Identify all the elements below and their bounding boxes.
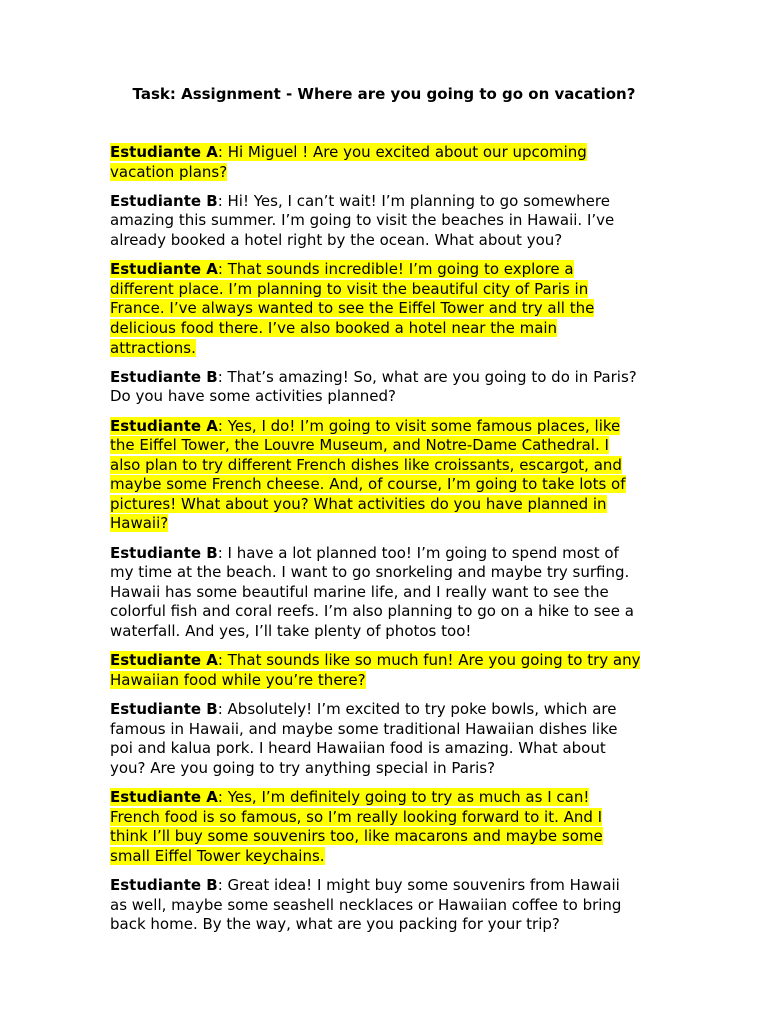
- dialogue-line: as well, maybe some seashell necklaces or Hawaiian coffee to bring: [110, 895, 622, 914]
- speaker-separator: :: [217, 367, 228, 386]
- dialogue-line: France. I’ve always wanted to see the Eiffel Tower and try all the: [110, 299, 595, 318]
- dialogue-line: small Eiffel Tower keychains.: [110, 846, 325, 865]
- speaker-separator: :: [217, 700, 228, 718]
- dialogue-turn: [110, 700, 662, 778]
- dialogue-line: amazing this summer. I’m going to visit the beaches in Hawaii. I’ve: [110, 211, 615, 230]
- dialogue-line: maybe some French cheese. And, of course, I’m going to take lots of: [110, 475, 626, 494]
- speaker-label: Estudiante A: [110, 260, 218, 279]
- dialogue-line: the Eiffel Tower, the Louvre Museum, and Notre-Dame Cathedral. I: [110, 436, 609, 455]
- page-title: Task: Assignment - Where are you going to go on vacation?: [132, 85, 636, 103]
- dialogue-line: delicious food there. I’ve also booked a hotel near the main: [110, 318, 558, 337]
- dialogue-line: Yes, I’m definitely going to try as much as I can!: [227, 787, 590, 806]
- dialogue-line: think I’ll buy some souvenirs too, like macarons and maybe some: [110, 827, 603, 846]
- dialogue-line: Great idea! I might buy some souvenirs from Hawaii: [227, 875, 620, 894]
- dialogue-turn: [110, 788, 662, 866]
- speaker-label: Estudiante B: [110, 543, 218, 562]
- dialogue-line: Hi! Yes, I can’t wait! I’m planning to go somewhere: [227, 191, 610, 210]
- speaker-label: Estudiante B: [110, 367, 218, 386]
- dialogue: [110, 143, 662, 944]
- dialogue-line: also plan to try different French dishes like croissants, escargot, and: [110, 455, 622, 474]
- speaker-separator: :: [217, 543, 228, 562]
- dialogue-line: Absolutely! I’m excited to try poke bowls, which are: [227, 700, 617, 718]
- dialogue-line: waterfall. And yes, I’ll take plenty of photos too!: [110, 622, 472, 641]
- dialogue-line: Yes, I do! I’m going to visit some famous places, like: [227, 416, 621, 435]
- speaker-separator: :: [217, 875, 228, 894]
- dialogue-line: back home. By the way, what are you packing for your trip?: [110, 915, 560, 934]
- dialogue-turn: [110, 651, 662, 690]
- dialogue-line: Do you have some activities planned?: [110, 387, 396, 406]
- dialogue-line: That sounds incredible! I’m going to explore a: [227, 260, 574, 279]
- speaker-label: Estudiante A: [110, 143, 218, 161]
- dialogue-line: I have a lot planned too! I’m going to spend most of: [227, 543, 619, 562]
- dialogue-line: poi and kalua pork. I heard Hawaiian food is amazing. What about: [110, 739, 606, 758]
- dialogue-line: That’s amazing! So, what are you going to do in Paris?: [227, 367, 637, 386]
- dialogue-line: French food is so famous, so I’m really looking forward to it. And I: [110, 807, 603, 826]
- dialogue-line: already booked a hotel right by the ocean. What about you?: [110, 230, 563, 249]
- dialogue-turn: [110, 544, 662, 642]
- dialogue-line: Hi Miguel ! Are you excited about our upcoming: [227, 143, 587, 161]
- speaker-separator: :: [217, 416, 228, 435]
- dialogue-turn: [110, 260, 662, 358]
- dialogue-turn: [110, 417, 662, 535]
- dialogue-turn: [110, 368, 662, 407]
- dialogue-line: famous in Hawaii, and maybe some traditional Hawaiian dishes like: [110, 719, 618, 738]
- dialogue-line: my time at the beach. I want to go snorkeling and maybe try surfing.: [110, 563, 630, 582]
- dialogue-line: Hawaiian food while you’re there?: [110, 670, 366, 689]
- speaker-label: Estudiante B: [110, 191, 218, 210]
- dialogue-line: pictures! What about you? What activities do you have planned in: [110, 494, 607, 513]
- dialogue-line: Hawaii?: [110, 514, 169, 533]
- speaker-separator: :: [217, 787, 228, 806]
- speaker-label: Estudiante A: [110, 787, 218, 806]
- speaker-separator: :: [217, 191, 228, 210]
- speaker-separator: :: [217, 260, 228, 279]
- dialogue-line: That sounds like so much fun! Are you going to try any: [227, 651, 641, 670]
- dialogue-line: different place. I’m planning to visit the beautiful city of Paris in: [110, 279, 589, 298]
- speaker-separator: :: [217, 143, 228, 161]
- dialogue-line: you? Are you going to try anything special in Paris?: [110, 758, 496, 777]
- dialogue-turn: [110, 876, 662, 935]
- speaker-label: Estudiante B: [110, 875, 218, 894]
- dialogue-line: vacation plans?: [110, 162, 228, 181]
- speaker-label: Estudiante A: [110, 416, 218, 435]
- speaker-label: Estudiante B: [110, 700, 218, 718]
- speaker-separator: :: [217, 651, 228, 670]
- dialogue-line: colorful fish and coral reefs. I’m also planning to go on a hike to see a: [110, 602, 634, 621]
- dialogue-turn: [110, 143, 662, 182]
- speaker-label: Estudiante A: [110, 651, 218, 670]
- dialogue-turn: [110, 192, 662, 251]
- dialogue-line: Hawaii has some beautiful marine life, and I really want to see the: [110, 582, 609, 601]
- dialogue-line: attractions.: [110, 338, 196, 357]
